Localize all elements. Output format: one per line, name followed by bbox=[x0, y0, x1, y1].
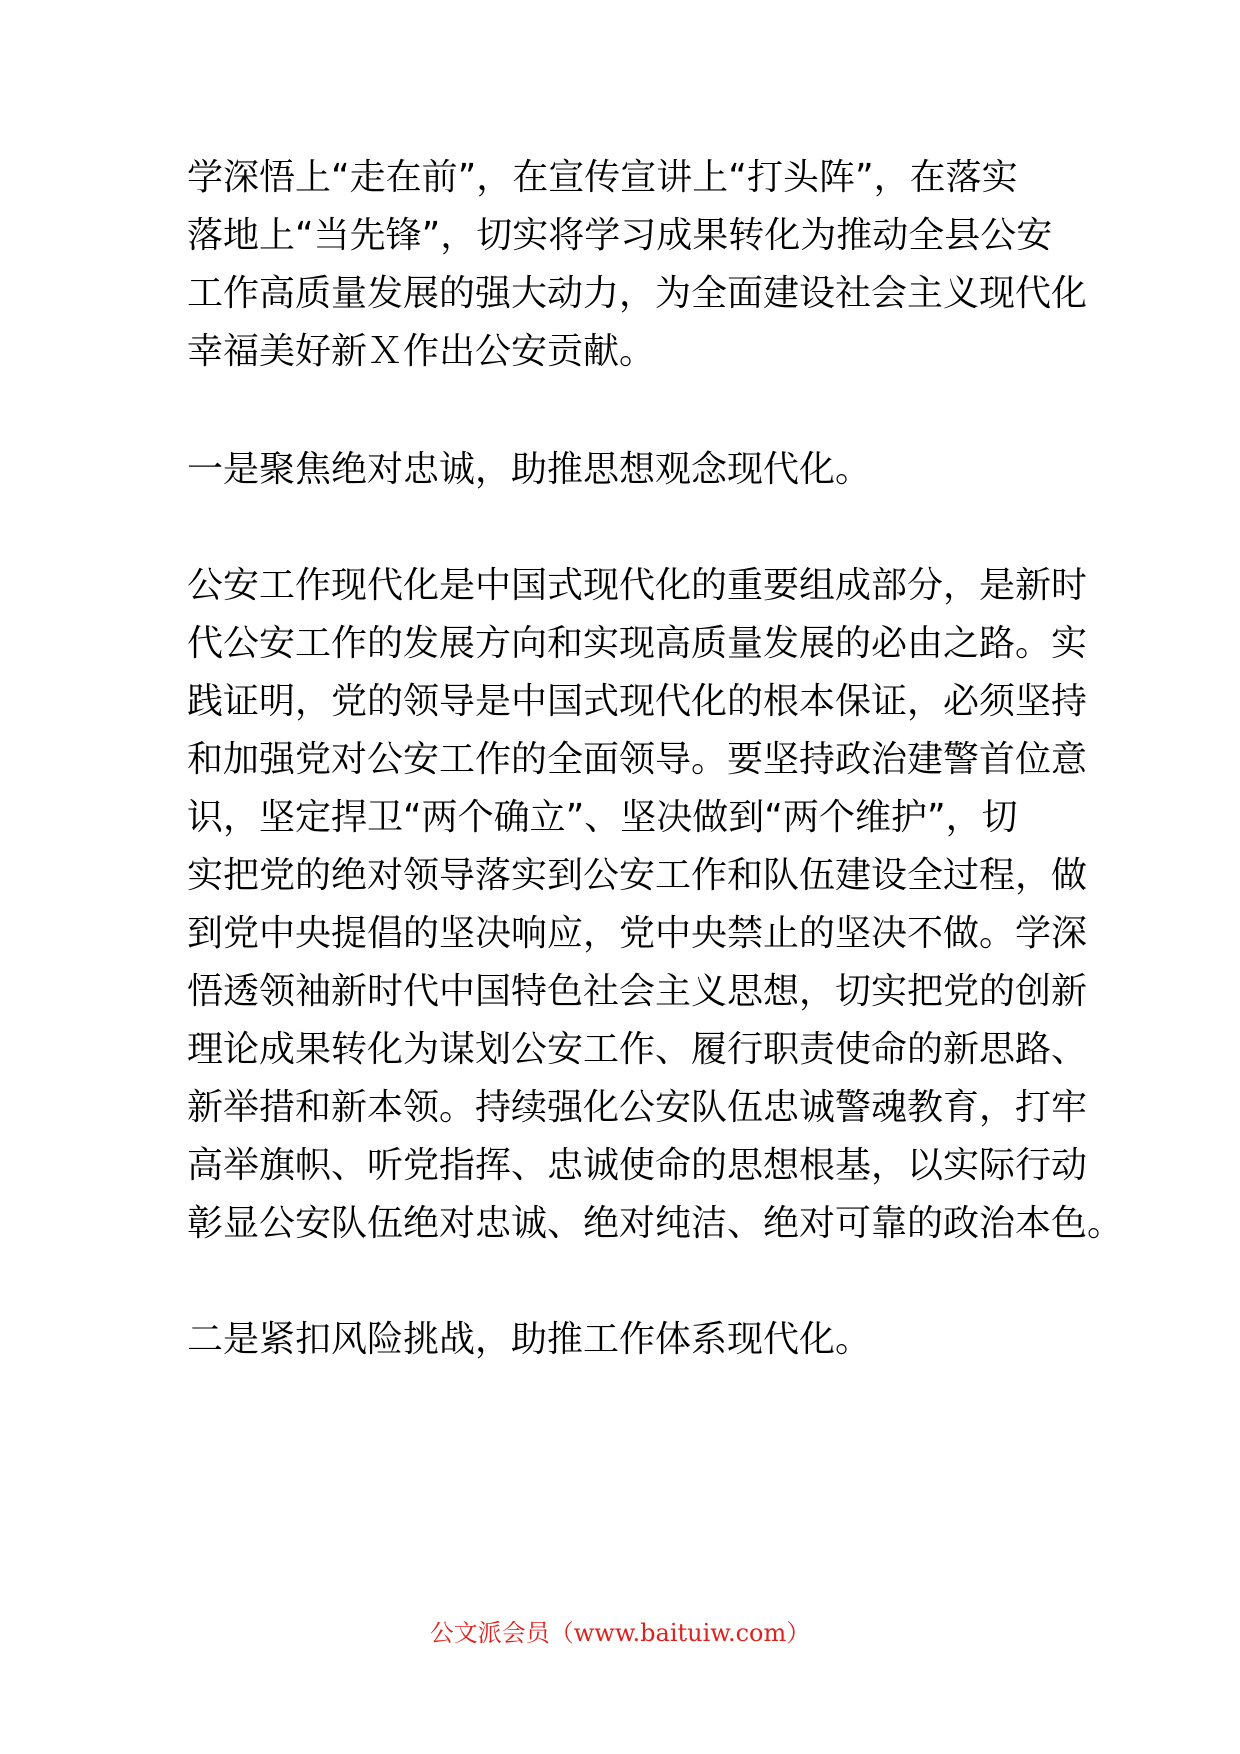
text-line: 悟透领袖新时代中国特色社会主义思想，切实把党的创新 bbox=[187, 971, 1088, 1012]
text-line: 实把党的绝对领导落实到公安工作和队伍建设全过程，做 bbox=[187, 855, 1088, 896]
text-line: 工作高质量发展的强大动力，为全面建设社会主义现代化 bbox=[187, 273, 1088, 314]
text-line: 新举措和新本领。持续强化公安队伍忠诚警魂教育，打牢 bbox=[187, 1087, 1088, 1128]
text-line: 公安工作现代化是中国式现代化的重要组成部分，是新时 bbox=[187, 565, 1088, 606]
text-line: 和加强党对公安工作的全面领导。要坚持政治建警首位意 bbox=[187, 739, 1088, 780]
text-line: 到党中央提倡的坚决响应，党中央禁止的坚决不做。学深 bbox=[187, 913, 1088, 954]
text-line: 高举旗帜、听党指挥、忠诚使命的思想根基，以实际行动 bbox=[187, 1145, 1088, 1186]
text-line: 理论成果转化为谋划公安工作、履行职责使命的新思路、 bbox=[187, 1029, 1088, 1070]
text-line: 识，坚定捍卫“两个确立”、坚决做到“两个维护”，切 bbox=[187, 797, 1018, 838]
text-line: 幸福美好新Ｘ作出公安贡献。 bbox=[187, 331, 656, 372]
section-heading-1: 一是聚焦绝对忠诚，助推思想观念现代化。 bbox=[187, 449, 872, 490]
text-line: 践证明，党的领导是中国式现代化的根本保证，必须坚持 bbox=[187, 681, 1088, 722]
text-line: 代公安工作的发展方向和实现高质量发展的必由之路。实 bbox=[187, 623, 1088, 664]
text-line: 落地上“当先锋”，切实将学习成果转化为推动全县公安 bbox=[187, 215, 1053, 256]
section-heading-2: 二是紧扣风险挑战，助推工作体系现代化。 bbox=[187, 1319, 872, 1360]
text-line: 彰显公安队伍绝对忠诚、绝对纯洁、绝对可靠的政治本色。 bbox=[187, 1203, 1124, 1244]
text-line: 学深悟上“走在前”，在宣传宣讲上“打头阵”，在落实 bbox=[187, 157, 1018, 198]
footer-watermark: 公文派会员（www.baituiw.com） bbox=[429, 1619, 811, 1647]
